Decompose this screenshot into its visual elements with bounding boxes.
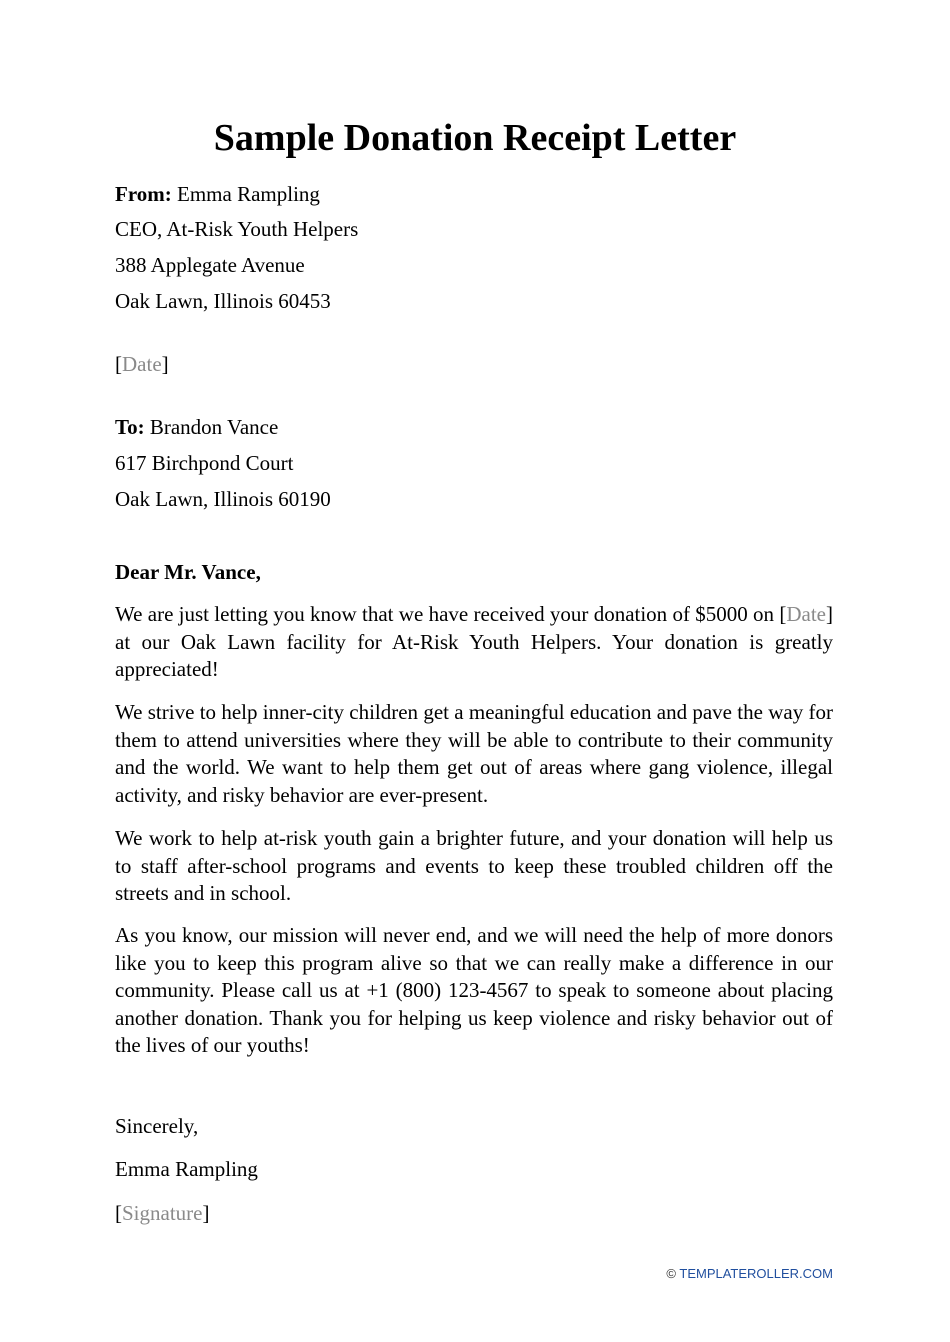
signer-name: Emma Rampling — [115, 1157, 258, 1181]
to-label: To: — [115, 415, 145, 439]
sender-name: Emma Rampling — [177, 182, 320, 206]
donation-date-placeholder: Date — [786, 602, 826, 626]
body-paragraph-3: We work to help at-risk youth gain a brighter future, and your donation will help us to staff after-school programs and events to keep these troubled children off the streets and in school. — [115, 826, 833, 905]
sender-name-line — [115, 180, 320, 208]
signature-line: [Signature] — [115, 1201, 210, 1225]
copyright-icon: © — [666, 1266, 676, 1281]
date-placeholder: Date — [122, 352, 162, 376]
sender-role: CEO, At-Risk Youth Helpers — [115, 217, 359, 241]
recipient-name-line — [115, 413, 278, 441]
sender-city: Oak Lawn, Illinois 60453 — [115, 289, 331, 313]
salutation: Dear Mr. Vance, — [115, 560, 261, 584]
body-paragraph-2: We strive to help inner-city children get a meaningful education and pave the way for them to attend universities where they will be able to contribute to their community and the world. We want to help them get out of areas where gang violence, illegal activity, and risky behavior are ever-present. — [115, 700, 833, 807]
footer-site-link[interactable]: TEMPLATEROLLER.COM — [679, 1266, 833, 1281]
paragraph-1-start: We are just letting you know that we have received your donation of $5000 on — [115, 602, 780, 626]
date-line: [Date] — [115, 352, 169, 376]
closing: Sincerely, — [115, 1114, 199, 1138]
recipient-street: 617 Birchpond Court — [115, 451, 294, 475]
body-paragraph-4: As you know, our mission will never end, and we will need the help of more donors like you to keep this program alive so that we can really make a difference in our community. Please call us at +1 (800) 123-4567 to speak to someone about placing another donation. Thank you for helping us keep violence and risky behavior out of the lives of our youths! — [115, 923, 833, 1057]
body-paragraph-1: We are just letting you know that we have received your donation of $5000 on [Date] at our Oak Lawn facility for At-Risk Youth Helpers. Your donation is greatly appreciated! — [115, 602, 833, 681]
paragraph-1-end: at our Oak Lawn facility for At-Risk Youth Helpers. Your donation is greatly appreciated! — [115, 629, 833, 681]
from-label: From: — [115, 182, 172, 206]
signature-placeholder: Signature — [122, 1201, 203, 1225]
recipient-city: Oak Lawn, Illinois 60190 — [115, 487, 331, 511]
recipient-name: Brandon Vance — [149, 415, 279, 439]
document-title: Sample Donation Receipt Letter — [213, 117, 737, 159]
footer-credit[interactable] — [666, 1266, 833, 1282]
sender-street: 388 Applegate Avenue — [115, 253, 305, 277]
